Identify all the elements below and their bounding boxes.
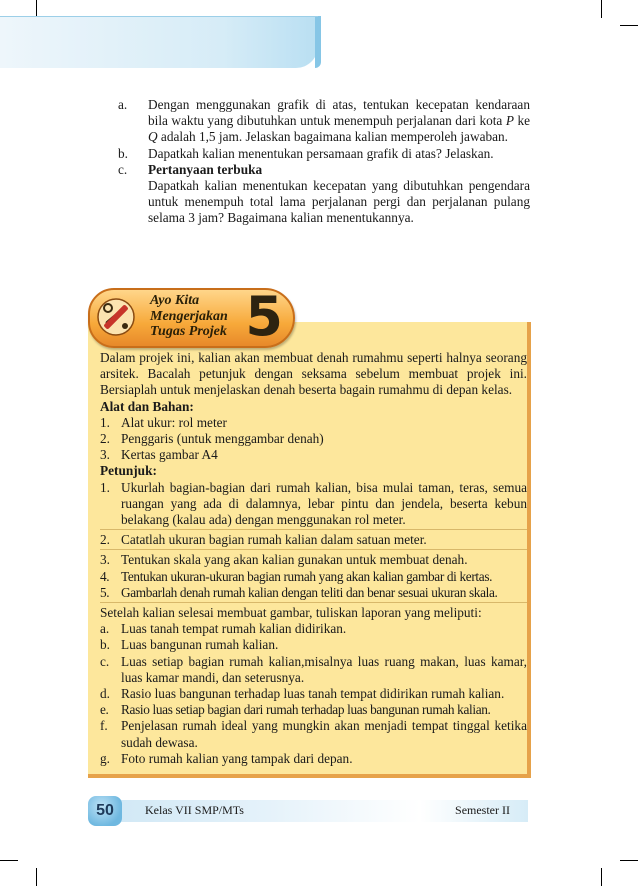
item-number: 3. <box>100 447 110 463</box>
item-text: Luas bangunan rumah kalian. <box>121 637 279 653</box>
item-number: 3. <box>100 552 110 568</box>
item-text: Kertas gambar A4 <box>121 447 218 463</box>
step-item <box>100 552 527 568</box>
item-number: c. <box>100 653 110 669</box>
footer-semester: Semester II <box>455 803 510 817</box>
question-item <box>118 97 530 146</box>
step-item <box>100 569 527 585</box>
item-text: Tentukan ukuran-ukuran bagian rumah yang akan kalian gambar di kertas. <box>121 568 493 584</box>
question-mark: a. <box>118 97 128 112</box>
item-text: Alat ukur: rol meter <box>121 414 227 430</box>
item-text: Luas tanah tempat rumah kalian didirikan. <box>121 621 347 637</box>
report-item <box>100 751 527 767</box>
item-text: Ukurlah bagian-bagian dari rumah kalian, bisa mulai taman, teras, semua ruangan yang ada di dalamnya, lebar pintu dan jendela, beserta kebun belakang (kalau ada) dengan menggunakan rol meter. <box>121 479 527 528</box>
item-number: 2. <box>100 532 110 548</box>
badge-title-line: Mengerjakan <box>150 308 228 324</box>
item-text: Luas setiap bagian rumah kalian,misalnya luas ruang makan, luas kamar, luas kamar mandi, dan seterusnya. <box>121 653 527 685</box>
page-number: 50 <box>88 796 122 826</box>
crop-mark <box>620 25 638 26</box>
item-number: 4. <box>100 568 110 584</box>
item-number: 5. <box>100 584 110 600</box>
item-text: Tentukan skala yang akan kalian gunakan untuk membuat denah. <box>121 552 468 568</box>
crop-mark <box>36 868 37 886</box>
footer-book-title: Kelas VII SMP/MTs <box>145 803 244 817</box>
report-item <box>100 686 527 702</box>
item-number: a. <box>100 621 110 637</box>
item-text: Penjelasan rumah ideal yang mungkin akan menjadi tempat tinggal ketika sudah dewasa. <box>121 718 527 750</box>
item-text: Foto rumah kalian yang tampak dari depan. <box>121 750 353 766</box>
step-item <box>100 585 527 601</box>
project-intro: Dalam projek ini, kalian akan membuat denah rumahmu seperti halnya seorang arsitek. Bacalah petunjuk dengan seksama sebelum membuat projek ini. Bersiaplah untuk menjelaskan denah beserta bagain rumahmu di depan kelas. <box>100 350 527 398</box>
item-number: d. <box>100 686 110 702</box>
item-number: 1. <box>100 414 110 430</box>
divider <box>100 549 527 550</box>
question-item <box>118 146 530 162</box>
crop-mark <box>601 0 602 18</box>
materials-heading: Alat dan Bahan: <box>100 398 194 414</box>
question-list <box>118 97 530 227</box>
material-item <box>100 415 527 431</box>
tools-icon <box>96 296 136 338</box>
question-mark: c. <box>118 161 128 177</box>
item-text: Penggaris (untuk menggambar denah) <box>121 431 324 447</box>
step-item <box>100 480 527 529</box>
item-number: f. <box>100 718 108 734</box>
header-band <box>0 16 318 68</box>
report-item <box>100 621 527 637</box>
item-text: Catatlah ukuran bagian rumah kalian dalam satuan meter. <box>121 532 427 548</box>
question-text: Dengan menggunakan grafik di atas, tentukan kecepatan kendaraan bila waktu yang dibutuhkan untuk menempuh perjalanan dari kota P ke Q adalah 1,5 jam. Jelaskan bagaimana kalian memperoleh jawaban. <box>148 97 530 145</box>
material-item <box>100 447 527 463</box>
crop-mark <box>601 868 602 886</box>
step-item <box>100 532 527 548</box>
item-number: 2. <box>100 431 110 447</box>
report-item <box>100 702 527 718</box>
question-item <box>118 162 530 227</box>
badge-number: 5 <box>245 285 283 348</box>
question-text: Dapatkah kalian menentukan persamaan grafik di atas? Jelaskan. <box>148 145 494 161</box>
report-item <box>100 718 527 750</box>
badge-title-line: Tugas Projek <box>150 324 227 339</box>
badge-title-line: Ayo Kita <box>150 293 200 308</box>
steps-heading: Petunjuk: <box>100 463 157 479</box>
item-text: Rasio luas bangunan terhadap luas tanah tempat didirikan rumah kalian. <box>121 686 505 702</box>
project-content <box>100 350 527 767</box>
question-mark: b. <box>118 145 128 161</box>
crop-mark <box>620 860 638 861</box>
crop-mark <box>0 860 18 861</box>
report-item <box>100 637 527 653</box>
item-number: g. <box>100 750 110 766</box>
item-number: e. <box>100 702 109 718</box>
project-badge <box>88 285 295 348</box>
item-number: b. <box>100 637 110 653</box>
divider <box>100 529 527 530</box>
item-text: Gambarlah denah rumah kalian dengan teliti dan benar sesuai ukuran skala. <box>121 584 498 600</box>
item-text: Rasio luas setiap bagian dari rumah terhadap luas bangunan rumah kalian. <box>121 702 491 718</box>
report-intro: Setelah kalian selesai membuat gambar, tuliskan laporan yang meliputi: <box>100 605 482 621</box>
header-line <box>0 16 318 17</box>
divider <box>100 602 527 603</box>
report-item <box>100 654 527 686</box>
material-item <box>100 431 527 447</box>
question-text: Pertanyaan terbuka Dapatkah kalian menentukan kecepatan yang dibutuhkan pengendara untuk menempuh total lama perjalanan pergi dan perjalanan pulang selama 3 jam? Bagaimana kalian menentukannya. <box>148 161 530 226</box>
item-number: 1. <box>100 479 110 495</box>
